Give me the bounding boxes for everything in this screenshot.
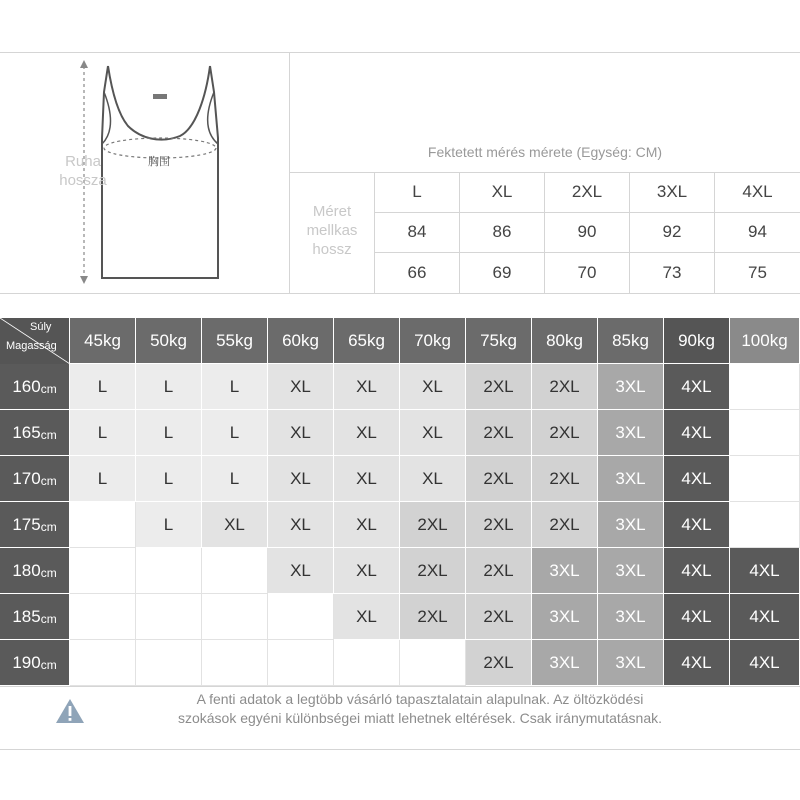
size-cell: 3XL xyxy=(598,456,664,502)
chest-value-cell: 92 xyxy=(629,212,714,252)
weight-header-cell: 65kg xyxy=(334,318,400,364)
size-cell: 4XL xyxy=(664,548,730,594)
size-cell: L xyxy=(70,410,136,456)
size-cell: 2XL xyxy=(532,502,598,548)
size-cell: XL xyxy=(268,410,334,456)
height-header-cell xyxy=(0,594,70,640)
empty-cell xyxy=(136,594,202,640)
empty-cell xyxy=(400,640,466,686)
size-cell: XL xyxy=(268,502,334,548)
height-unit: cm xyxy=(40,657,57,672)
empty-cell xyxy=(202,640,268,686)
height-unit: cm xyxy=(40,381,57,396)
empty-cell xyxy=(730,456,800,502)
empty-cell xyxy=(70,594,136,640)
empty-cell xyxy=(730,502,800,548)
height-value: 165 xyxy=(12,422,41,442)
chest-value-cell: 90 xyxy=(544,212,629,252)
length-value-cell: 75 xyxy=(714,252,800,294)
size-cell: 4XL xyxy=(730,640,800,686)
size-cell: 4XL xyxy=(664,502,730,548)
size-cell: XL xyxy=(268,456,334,502)
size-cell: XL xyxy=(334,548,400,594)
size-cell: XL xyxy=(334,594,400,640)
disclaimer-text xyxy=(100,690,740,728)
measurement-row-label xyxy=(290,202,374,259)
size-cell: 4XL xyxy=(730,594,800,640)
size-header-cell: 4XL xyxy=(714,172,800,212)
size-cell: L xyxy=(136,456,202,502)
grid-corner-header xyxy=(0,318,70,364)
warning-triangle-icon xyxy=(55,698,85,724)
height-value: 190 xyxy=(12,652,41,672)
size-cell: 2XL xyxy=(466,502,532,548)
size-cell: XL xyxy=(334,456,400,502)
height-axis-label: Magasság xyxy=(6,340,57,352)
chest-value-cell: 94 xyxy=(714,212,800,252)
size-cell: 4XL xyxy=(664,410,730,456)
size-cell: 2XL xyxy=(532,456,598,502)
weight-axis-label: Súly xyxy=(30,321,52,333)
size-cell: XL xyxy=(202,502,268,548)
empty-cell xyxy=(730,364,800,410)
weight-header-cell: 50kg xyxy=(136,318,202,364)
size-cell: 3XL xyxy=(598,410,664,456)
weight-header-cell: 75kg xyxy=(466,318,532,364)
chest-value-cell: 86 xyxy=(459,212,544,252)
garment-illustration-panel xyxy=(0,52,290,294)
size-cell: 2XL xyxy=(466,456,532,502)
size-cell: 3XL xyxy=(598,594,664,640)
size-cell: 2XL xyxy=(466,640,532,686)
height-unit: cm xyxy=(40,611,57,626)
height-header-cell xyxy=(0,640,70,686)
size-cell: L xyxy=(202,456,268,502)
chest-mark: 胸围 xyxy=(148,156,170,168)
height-header-cell xyxy=(0,502,70,548)
size-cell: 3XL xyxy=(532,548,598,594)
weight-header-cell: 60kg xyxy=(268,318,334,364)
height-value: 170 xyxy=(12,468,41,488)
garment-length-label-line2: hossza xyxy=(59,172,107,189)
size-header-cell: XL xyxy=(459,172,544,212)
size-cell: XL xyxy=(400,410,466,456)
size-header-cell: 2XL xyxy=(544,172,629,212)
size-cell: 3XL xyxy=(598,548,664,594)
height-unit: cm xyxy=(40,473,57,488)
size-cell: 2XL xyxy=(400,594,466,640)
measurement-table xyxy=(290,172,800,294)
chest-value-cell: 84 xyxy=(374,212,459,252)
size-cell: XL xyxy=(268,548,334,594)
size-cell: XL xyxy=(400,456,466,502)
size-cell: 3XL xyxy=(532,594,598,640)
measurement-row-label-line3: hossz xyxy=(312,241,352,258)
size-cell: L xyxy=(136,364,202,410)
size-cell: L xyxy=(136,502,202,548)
empty-cell xyxy=(136,640,202,686)
height-header-cell xyxy=(0,456,70,502)
height-header-cell xyxy=(0,410,70,456)
weight-header-cell: 100kg xyxy=(730,318,800,364)
height-unit: cm xyxy=(40,519,57,534)
label-tag xyxy=(153,94,167,99)
empty-cell xyxy=(70,640,136,686)
length-value-cell: 70 xyxy=(544,252,629,294)
size-cell: 2XL xyxy=(400,548,466,594)
size-cell: L xyxy=(202,410,268,456)
height-value: 185 xyxy=(12,606,41,626)
size-cell: 4XL xyxy=(664,640,730,686)
size-cell: L xyxy=(136,410,202,456)
empty-cell xyxy=(70,502,136,548)
size-cell: 3XL xyxy=(598,502,664,548)
empty-cell xyxy=(136,548,202,594)
size-cell: 2XL xyxy=(466,364,532,410)
empty-cell xyxy=(334,640,400,686)
size-cell: 4XL xyxy=(730,548,800,594)
weight-header-cell: 90kg xyxy=(664,318,730,364)
height-header-cell xyxy=(0,548,70,594)
tank-top-illustration xyxy=(0,52,290,294)
size-cell: 3XL xyxy=(532,640,598,686)
size-cell: 2XL xyxy=(466,594,532,640)
empty-cell xyxy=(268,640,334,686)
size-header-cell: L xyxy=(374,172,459,212)
height-unit: cm xyxy=(40,427,57,442)
size-cell: 3XL xyxy=(598,364,664,410)
disclaimer-note xyxy=(0,686,800,750)
size-cell: L xyxy=(70,364,136,410)
size-cell: L xyxy=(202,364,268,410)
size-cell: XL xyxy=(334,502,400,548)
size-cell: L xyxy=(70,456,136,502)
weight-header-cell: 70kg xyxy=(400,318,466,364)
weight-header-cell: 55kg xyxy=(202,318,268,364)
size-cell: 4XL xyxy=(664,456,730,502)
size-cell: 4XL xyxy=(664,594,730,640)
empty-cell xyxy=(268,594,334,640)
measurement-title: Fektetett mérés mérete (Egység: CM) xyxy=(427,144,663,160)
garment-length-label-line1: Ruha xyxy=(65,153,101,170)
height-value: 175 xyxy=(12,514,41,534)
disclaimer-line2: szokások egyéni különbségei miatt lehetnek eltérések. Csak iránymutatásnak. xyxy=(177,710,663,726)
measurement-row-label-line1: Méret xyxy=(312,203,352,220)
size-cell: XL xyxy=(334,364,400,410)
empty-cell xyxy=(70,548,136,594)
disclaimer-line1: A fenti adatok a legtöbb vásárló tapasztalatain alapulnak. Az öltözködési xyxy=(196,691,644,707)
length-value-cell: 66 xyxy=(374,252,459,294)
garment-length-label xyxy=(52,152,114,190)
size-cell: XL xyxy=(334,410,400,456)
size-cell: XL xyxy=(268,364,334,410)
size-cell: 2XL xyxy=(466,548,532,594)
height-value: 160 xyxy=(12,376,41,396)
size-cell: 3XL xyxy=(598,640,664,686)
size-chart-grid xyxy=(0,318,800,686)
empty-cell xyxy=(730,410,800,456)
height-value: 180 xyxy=(12,560,41,580)
length-value-cell: 73 xyxy=(629,252,714,294)
size-cell: 4XL xyxy=(664,364,730,410)
weight-header-cell: 45kg xyxy=(70,318,136,364)
size-cell: 2XL xyxy=(532,410,598,456)
empty-cell xyxy=(202,548,268,594)
empty-cell xyxy=(202,594,268,640)
size-cell: 2XL xyxy=(466,410,532,456)
height-unit: cm xyxy=(40,565,57,580)
length-value-cell: 69 xyxy=(459,252,544,294)
measurement-row-label-line2: mellkas xyxy=(306,222,358,239)
weight-header-cell: 80kg xyxy=(532,318,598,364)
size-header-cell: 3XL xyxy=(629,172,714,212)
height-header-cell xyxy=(0,364,70,410)
size-cell: XL xyxy=(400,364,466,410)
size-cell: 2XL xyxy=(532,364,598,410)
size-cell: 2XL xyxy=(400,502,466,548)
weight-header-cell: 85kg xyxy=(598,318,664,364)
